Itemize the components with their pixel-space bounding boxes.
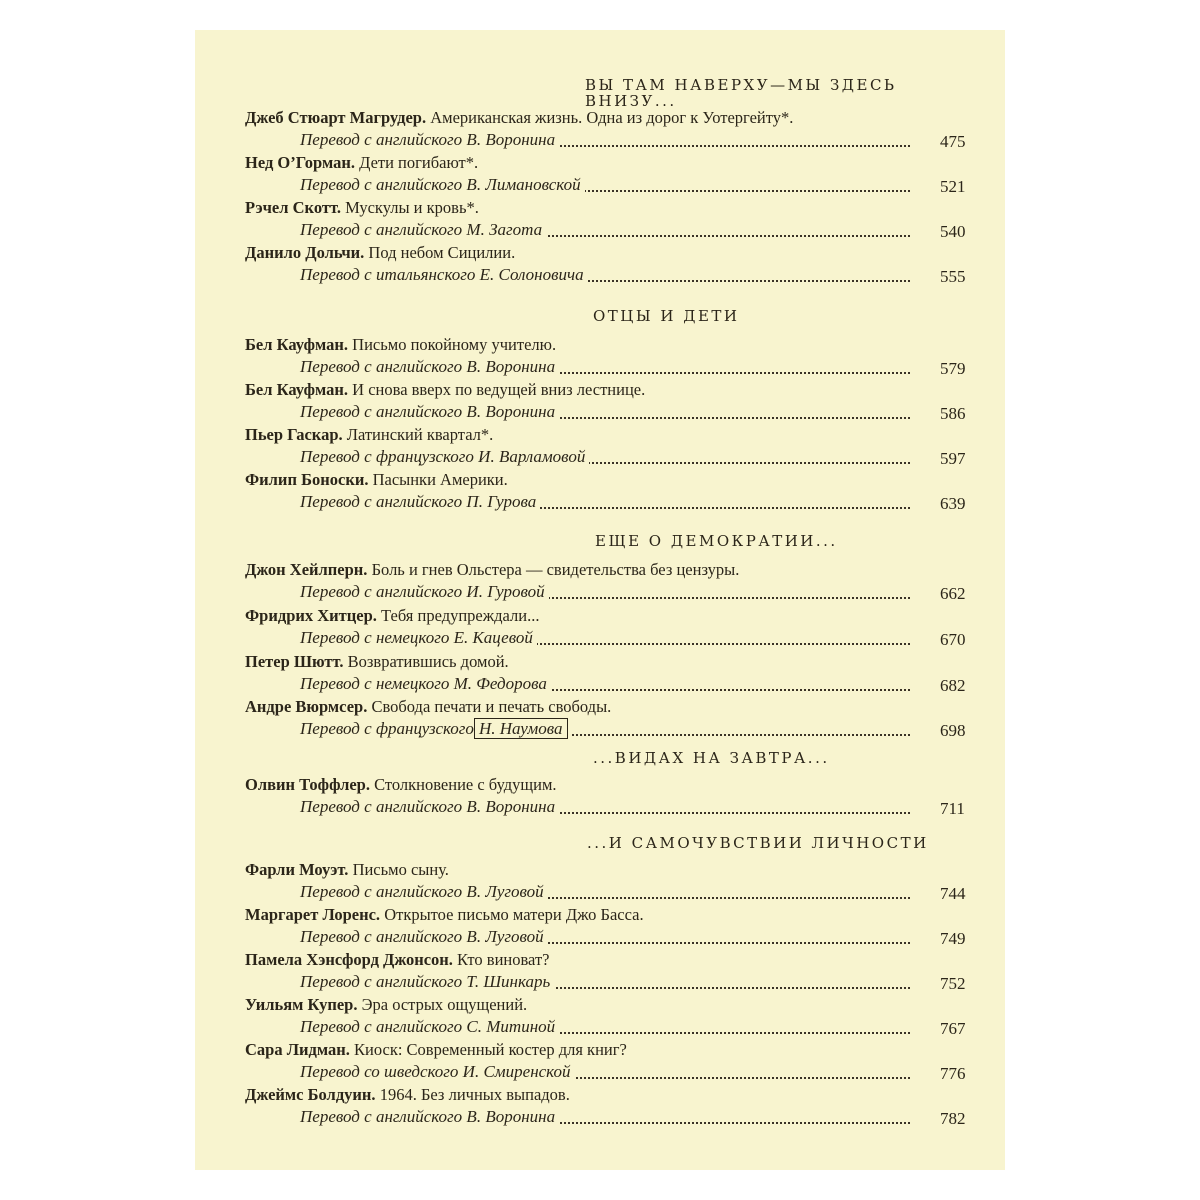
entry-translator: Перевод с английского В. Воронина	[300, 797, 559, 817]
page-number: 521	[940, 177, 966, 196]
toc-entry	[195, 950, 1005, 996]
entry-translator: Перевод с английского П. Гурова	[300, 492, 540, 512]
toc-entry	[195, 697, 1005, 743]
toc-entry	[195, 775, 1005, 821]
entry-translator-line	[300, 797, 910, 819]
entry-translator-line	[300, 927, 910, 949]
entry-heading	[245, 950, 965, 970]
entry-translator: Перевод с английского В. Воронина	[300, 130, 559, 150]
toc-entry	[195, 335, 1005, 381]
entry-title: Под небом Сицилии.	[368, 243, 516, 262]
entry-heading	[245, 905, 965, 925]
entry-translator: Перевод с итальянского Е. Солоновича	[300, 265, 588, 285]
entry-author: Нед О’Горман.	[245, 153, 355, 172]
entry-translator: Перевод с английского В. Воронина	[300, 357, 559, 377]
page-number: 639	[940, 494, 966, 513]
entry-translator: Перевод с английского С. Митиной	[300, 1017, 559, 1037]
entry-translator-line	[300, 882, 910, 904]
entry-translator: Перевод с английского В. Воронина	[300, 1107, 559, 1127]
entry-translator-line	[300, 265, 910, 287]
entry-title: Письмо покойному учителю.	[352, 335, 557, 354]
entry-title: Американская жизнь. Одна из дорог к Уотергейту*.	[430, 108, 794, 127]
toc-entry	[195, 652, 1005, 698]
entry-heading	[245, 1085, 965, 1105]
entry-translator	[300, 719, 572, 739]
toc-entry	[195, 1085, 1005, 1131]
book-page	[195, 30, 1005, 1170]
toc-entry	[195, 198, 1005, 244]
toc-entry	[195, 905, 1005, 951]
entry-heading	[245, 470, 965, 490]
entry-author: Памела Хэнсфорд Джонсон.	[245, 950, 453, 969]
table-of-contents	[195, 30, 1005, 1170]
entry-heading	[245, 652, 965, 672]
entry-translator-line	[300, 674, 910, 696]
entry-title: Столкновение с будущим.	[374, 775, 557, 794]
entry-title: Мускулы и кровь*.	[345, 198, 479, 217]
entry-author: Джон Хейлперн.	[245, 560, 368, 579]
section-heading: ЕЩЕ О ДЕМОКРАТИИ...	[595, 532, 838, 550]
entry-translator: Перевод с английского И. Гуровой	[300, 582, 549, 602]
section-heading: ВНИЗУ...	[585, 92, 677, 110]
page-number: 782	[940, 1109, 966, 1128]
page-number: 579	[940, 359, 966, 378]
entry-title: Открытое письмо матери Джо Басса.	[384, 905, 644, 924]
page-number: 767	[940, 1019, 966, 1038]
entry-heading	[245, 243, 965, 263]
toc-entry	[195, 380, 1005, 426]
page-number: 555	[940, 267, 966, 286]
entry-author: Уильям Купер.	[245, 995, 358, 1014]
entry-translator-line	[300, 582, 910, 604]
entry-title: Киоск: Современный костер для книг?	[354, 1040, 627, 1059]
entry-heading	[245, 560, 965, 580]
entry-heading	[245, 198, 965, 218]
entry-author: Сара Лидман.	[245, 1040, 350, 1059]
entry-translator-line	[300, 972, 910, 994]
toc-entry	[195, 860, 1005, 906]
entry-heading	[245, 775, 965, 795]
entry-title: Тебя предупреждали...	[381, 606, 540, 625]
entry-translator-line	[300, 447, 910, 469]
entry-title: Латинский квартал*.	[346, 425, 494, 444]
entry-translator-line	[300, 1107, 910, 1129]
toc-entry	[195, 108, 1005, 154]
entry-heading	[245, 108, 965, 128]
entry-translator-line	[300, 719, 910, 741]
entry-heading	[245, 425, 965, 445]
entry-title: И снова вверх по ведущей вниз лестнице.	[352, 380, 646, 399]
entry-translator-line	[300, 220, 910, 242]
entry-title: Возвратившись домой.	[347, 652, 509, 671]
page-number: 752	[940, 974, 966, 993]
entry-translator-line	[300, 130, 910, 152]
entry-translator: Перевод с английского В. Луговой	[300, 882, 548, 902]
page-number: 586	[940, 404, 966, 423]
entry-author: Петер Шютт.	[245, 652, 344, 671]
page-number: 540	[940, 222, 966, 241]
entry-translator-line	[300, 628, 910, 650]
entry-translator-line	[300, 1062, 910, 1084]
entry-heading	[245, 697, 965, 717]
entry-heading	[245, 335, 965, 355]
section-heading: ...ВИДАХ НА ЗАВТРА...	[593, 749, 830, 767]
entry-translator-line	[300, 175, 910, 197]
entry-title: Боль и гнев Ольстера — свидетельства без цензуры.	[371, 560, 740, 579]
entry-author: Филип Боноски.	[245, 470, 369, 489]
entry-translator: Перевод с английского В. Воронина	[300, 402, 559, 422]
entry-translator-line	[300, 402, 910, 424]
section-heading: ОТЦЫ И ДЕТИ	[593, 307, 740, 325]
entry-author: Андре Вюрмсер.	[245, 697, 368, 716]
toc-entry	[195, 243, 1005, 289]
entry-author: Маргарет Лоренс.	[245, 905, 381, 924]
translator-name-boxed: Н. Наумова	[474, 718, 568, 739]
page-number: 698	[940, 721, 966, 740]
page-number: 662	[940, 584, 966, 603]
entry-heading	[245, 380, 965, 400]
entry-translator-line	[300, 492, 910, 514]
entry-author: Бел Кауфман.	[245, 335, 349, 354]
entry-author: Фарли Моуэт.	[245, 860, 349, 879]
entry-heading	[245, 153, 965, 173]
entry-author: Рэчел Скотт.	[245, 198, 341, 217]
entry-translator: Перевод с английского В. Лимановской	[300, 175, 585, 195]
entry-translator: Перевод с немецкого Е. Кацевой	[300, 628, 537, 648]
entry-translator: Перевод с английского В. Луговой	[300, 927, 548, 947]
entry-title: 1964. Без личных выпадов.	[379, 1085, 570, 1104]
entry-translator: Перевод с английского М. Загота	[300, 220, 546, 240]
entry-title: Дети погибают*.	[359, 153, 479, 172]
toc-entry	[195, 1040, 1005, 1086]
entry-heading	[245, 1040, 965, 1060]
page-number: 597	[940, 449, 966, 468]
translator-prefix: Перевод с французского	[300, 719, 474, 738]
toc-entry	[195, 153, 1005, 199]
entry-author: Бел Кауфман.	[245, 380, 349, 399]
entry-heading	[245, 860, 965, 880]
page-number: 776	[940, 1064, 966, 1083]
entry-translator: Перевод с немецкого М. Федорова	[300, 674, 551, 694]
entry-title: Пасынки Америки.	[372, 470, 508, 489]
entry-author: Джеймс Болдуин.	[245, 1085, 376, 1104]
toc-entry	[195, 560, 1005, 606]
page-number: 749	[940, 929, 966, 948]
entry-title: Письмо сыну.	[352, 860, 449, 879]
toc-entry	[195, 606, 1005, 652]
entry-translator: Перевод со шведского И. Смиренской	[300, 1062, 574, 1082]
page-number: 475	[940, 132, 966, 151]
entry-translator: Перевод с французского И. Варламовой	[300, 447, 589, 467]
entry-author: Данило Дольчи.	[245, 243, 365, 262]
toc-entry	[195, 425, 1005, 471]
toc-entry	[195, 470, 1005, 516]
page-number: 682	[940, 676, 966, 695]
section-heading: ...И САМОЧУВСТВИИ ЛИЧНОСТИ	[587, 834, 929, 852]
entry-translator-line	[300, 357, 910, 379]
entry-author: Олвин Тоффлер.	[245, 775, 370, 794]
page-number: 744	[940, 884, 966, 903]
section-heading: ВЫ ТАМ НАВЕРХУ—МЫ ЗДЕСЬ	[585, 76, 897, 94]
entry-title: Кто виноват?	[457, 950, 550, 969]
entry-author: Фридрих Хитцер.	[245, 606, 377, 625]
entry-heading	[245, 606, 965, 626]
page-number: 670	[940, 630, 966, 649]
entry-translator-line	[300, 1017, 910, 1039]
entry-translator: Перевод с английского Т. Шинкарь	[300, 972, 554, 992]
page-number: 711	[940, 799, 965, 818]
entry-author: Пьер Гаскар.	[245, 425, 343, 444]
entry-heading	[245, 995, 965, 1015]
toc-entry	[195, 995, 1005, 1041]
entry-title: Свобода печати и печать свободы.	[371, 697, 612, 716]
entry-title: Эра острых ощущений.	[361, 995, 528, 1014]
entry-author: Джеб Стюарт Магрудер.	[245, 108, 427, 127]
